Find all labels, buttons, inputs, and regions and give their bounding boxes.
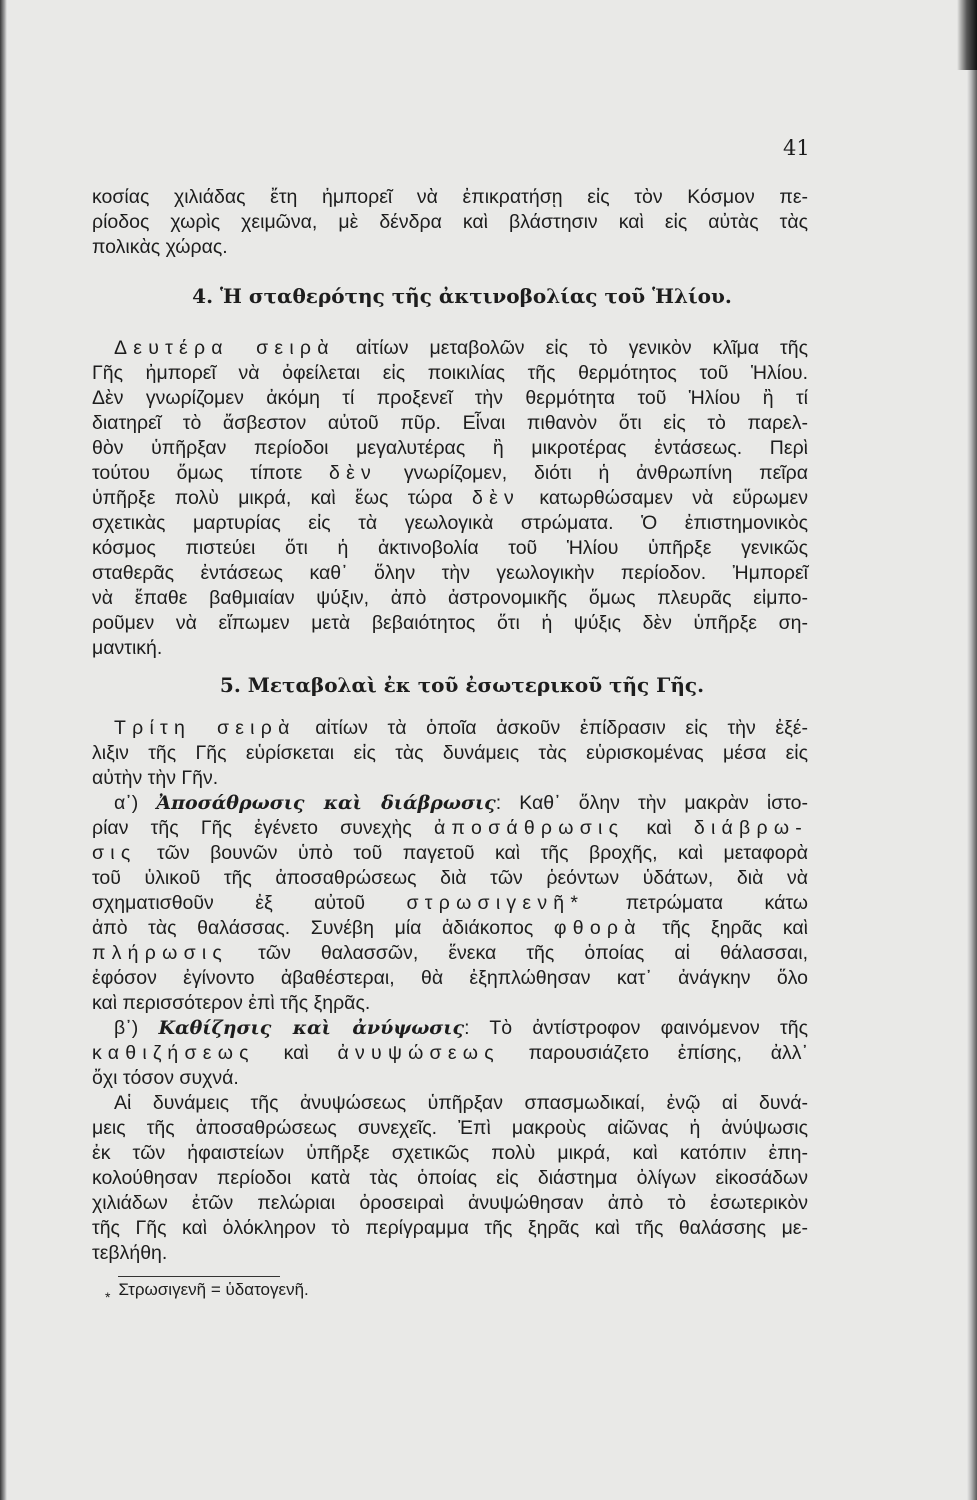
- text-line: [92, 1066, 808, 1091]
- text-line: [92, 791, 808, 816]
- text-segment: Αἱ δυνάμεις τῆς ἀνυψώσεως ὑπῆρξαν σπασμωδικαί, ἐνῷ αἱ δυνά-: [114, 1092, 808, 1114]
- text-segment: 5. Μεταβολαὶ ἐκ τοῦ ἐσωτερικοῦ τῆς Γῆς.: [219, 673, 705, 697]
- text-segment: καὶ: [624, 817, 694, 839]
- text-segment: χιλιάδων ἐτῶν πελώριαι ὀροσειραὶ ἀνυψώθησαν ἀπὸ τὸ ἐσωτερικὸν: [92, 1192, 808, 1214]
- emphasized-text: στρωσιγενῆ*: [406, 892, 585, 914]
- text-segment: ὄχι τόσον συχνά.: [92, 1067, 239, 1089]
- text-segment: ἀπὸ τὰς θαλάσσας. Συνέβη μία ἀδιάκοπος: [92, 917, 554, 939]
- text-segment: : Τὸ ἀντίστροφον φαινόμενον τῆς: [464, 1017, 809, 1039]
- text-line: [92, 1141, 808, 1166]
- text-segment: πετρώματα κάτω: [584, 892, 808, 914]
- text-line: [92, 1041, 808, 1066]
- text-line: [92, 966, 808, 991]
- text-segment: κολούθησαν περίοδοι κατὰ τὰς ὁποίας εἰς διάστημα ὀλίγων εἰκοσάδων: [92, 1167, 808, 1189]
- text-line: [92, 716, 808, 741]
- text-line: [92, 841, 808, 866]
- text-segment: ρίαν τῆς Γῆς ἐγένετο συνεχὴς: [92, 817, 435, 839]
- text-segment: κόσμος πιστεύει ὅτι ἡ ἀκτινοβολία τοῦ Ἡλίου ὑπῆρξε γενικῶς: [92, 537, 808, 559]
- section-heading: [116, 284, 808, 309]
- text-line: [92, 816, 808, 841]
- text-segment: τεβλήθη.: [92, 1242, 168, 1264]
- text-segment: τῆς ξηρᾶς καὶ: [641, 917, 808, 939]
- text-segment: τῶν βουνῶν ὑπὸ τοῦ παγετοῦ καὶ τῆς βροχῆς, καὶ μεταφορὰ: [136, 842, 808, 864]
- body-text: [92, 185, 808, 1266]
- text-line: [92, 586, 808, 611]
- scan-corner-mark: [957, 0, 977, 70]
- text-line: [92, 611, 808, 636]
- text-segment: διατηρεῖ τὸ ἄσβεστον αὐτοῦ πῦρ. Εἶναι πιθανὸν ὅτι εἰς τὸ παρελ-: [92, 412, 808, 434]
- text-segment: καὶ περισσότερον ἐπὶ τῆς ξηρᾶς.: [92, 992, 371, 1014]
- text-segment: α᾽): [114, 792, 157, 814]
- text-line: [92, 486, 808, 511]
- emphasized-text: πλήρωσις: [92, 942, 229, 964]
- text-segment: ρίοδος χωρὶς χειμῶνα, μὲ δένδρα καὶ βλάστησιν καὶ εἰς αὐτὰς τὰς: [92, 211, 808, 233]
- text-segment: αἰτίων μεταβολῶν εἰς τὸ γενικὸν κλῖμα τῆς: [334, 337, 809, 359]
- text-line: [92, 436, 808, 461]
- text-segment: Γῆς ἠμπορεῖ νὰ ὀφείλεται εἰς ποικιλίας τῆς θερμότητος τοῦ Ἡλίου.: [92, 362, 808, 384]
- text-line: [92, 561, 808, 586]
- text-segment: τοῦ ὑλικοῦ τῆς ἀποσαθρώσεως διὰ τῶν ῥεόντων ὑδάτων, διὰ νὰ: [92, 867, 808, 889]
- footnote-marker: *: [105, 1289, 111, 1305]
- text-segment: Δὲν γνωρίζομεν ἀκόμη τί προξενεῖ τὴν θερμότητα τοῦ Ἡλίου ἢ τί: [92, 387, 808, 409]
- text-segment: γνωρίζομεν, διότι ἡ ἀνθρωπίνη πεῖρα: [377, 462, 808, 484]
- text-segment: θὸν ὑπῆρξαν περίοδοι μεγαλυτέρας ἢ μικροτέρας ἐντάσεως. Περὶ: [92, 437, 808, 459]
- footnote: [105, 1280, 309, 1305]
- emphasized-text: καθιζήσεως: [92, 1042, 255, 1064]
- text-segment: καὶ: [254, 1042, 338, 1064]
- scan-left-edge: [0, 0, 7, 1500]
- scan-right-edge: [967, 0, 977, 1500]
- text-line: [92, 511, 808, 536]
- text-line: [92, 1091, 808, 1116]
- text-segment: σχηματισθοῦν ἐξ αὐτοῦ: [92, 892, 407, 914]
- text-segment: πολικὰς χώρας.: [92, 236, 228, 258]
- text-line: [92, 1241, 808, 1266]
- text-segment: τῶν θαλασσῶν, ἕνεκα τῆς ὁποίας αἱ θάλασσαι,: [228, 942, 808, 964]
- text-line: [92, 185, 808, 210]
- text-line: [92, 461, 808, 486]
- text-segment: κοσίας χιλιάδας ἔτη ἠμπορεῖ νὰ ἐπικρατήσῃ εἰς τὸν Κόσμον πε-: [92, 186, 808, 208]
- emphasized-text: δὲν: [472, 487, 521, 509]
- text-segment: αἰτίων τὰ ὁποῖα ἀσκοῦν ἐπίδρασιν εἰς τὴν ἐξέ-: [295, 717, 808, 739]
- text-line: [92, 411, 808, 436]
- text-segment: σταθερᾶς ἐντάσεως καθ᾽ ὅλην τὴν γεωλογικὴν περίοδον. Ἠμπορεῖ: [92, 562, 808, 584]
- text-segment: τῆς Γῆς καὶ ὁλόκληρον τὸ περίγραμμα τῆς ξηρᾶς καὶ τῆς θαλάσσης με-: [92, 1217, 808, 1239]
- text-line: [92, 891, 808, 916]
- text-line: [92, 866, 808, 891]
- text-line: [92, 235, 808, 260]
- text-line: [92, 941, 808, 966]
- text-segment: σχετικὰς μαρτυρίας εἰς τὰ γεωλογικὰ στρώματα. Ὁ ἐπιστημονικὸς: [92, 512, 808, 534]
- text-line: [92, 361, 808, 386]
- page-number: 41: [783, 136, 810, 160]
- text-segment: τούτου ὅμως τίποτε: [92, 462, 330, 484]
- text-line: [92, 210, 808, 235]
- text-line: [92, 336, 808, 361]
- text-segment: παρουσιάζετο ἐπίσης, ἀλλ᾽: [499, 1042, 808, 1064]
- text-line: [92, 386, 808, 411]
- text-segment: ροῦμεν νὰ εἴπωμεν μετὰ βεβαιότητος ὅτι ἡ ψύξις δὲν ὑπῆρξε ση-: [92, 612, 808, 634]
- text-segment: β᾽): [114, 1017, 159, 1039]
- emphasized-text: ἀνυψώσεως: [337, 1042, 500, 1064]
- text-line: [92, 916, 808, 941]
- subheading-term: Καθίζησις καὶ ἀνύψωσις: [158, 1017, 465, 1039]
- text-line: [92, 636, 808, 661]
- text-line: [92, 1191, 808, 1216]
- emphasized-text: σις: [92, 842, 137, 864]
- emphasized-text: Τρίτη σειρὰ: [114, 717, 296, 739]
- text-line: [92, 741, 808, 766]
- text-segment: λιξιν τῆς Γῆς εὑρίσκεται εἰς τὰς δυνάμεις τὰς εὑρισκομένας μέσα εἰς: [92, 742, 808, 764]
- emphasized-text: δὲν: [329, 462, 378, 484]
- text-segment: νὰ ἔπαθε βαθμιαίαν ψύξιν, ἀπὸ ἀστρονομικῆς ὅμως πλευρᾶς εἰμπο-: [92, 587, 808, 609]
- text-segment: αὐτὴν τὴν Γῆν.: [92, 767, 219, 789]
- emphasized-text: Δευτέρα σειρὰ: [114, 337, 335, 359]
- text-line: [92, 1016, 808, 1041]
- text-line: [92, 1166, 808, 1191]
- emphasized-text: διάβρω-: [693, 817, 809, 839]
- text-segment: κατωρθώσαμεν νὰ εὕρωμεν: [520, 487, 808, 509]
- text-line: [92, 1116, 808, 1141]
- text-segment: : Καθ᾽ ὅλην τὴν μακρὰν ἱστο-: [495, 792, 808, 814]
- section-heading: [116, 673, 808, 698]
- text-line: [92, 766, 808, 791]
- text-segment: μεις τῆς ἀποσαθρώσεως συνεχεῖς. Ἐπὶ μακροὺς αἰῶνας ἡ ἀνύψωσις: [92, 1117, 808, 1139]
- text-segment: ἐφόσον ἐγίνοντο ἀβαθέστεραι, θὰ ἐξηπλώθησαν κατ᾽ ἀνάγκην ὅλο: [92, 967, 808, 989]
- text-segment: ἐκ τῶν ἡφαιστείων ὑπῆρξε σχετικῶς πολὺ μικρά, καὶ κατόπιν ἐπη-: [92, 1142, 808, 1164]
- text-segment: ὑπῆρξε πολὺ μικρά, καὶ ἕως τώρα: [92, 487, 473, 509]
- footnote-text: Στρωσιγενῆ = ὑδατογενῆ.: [118, 1280, 309, 1299]
- footnote-rule: [118, 1276, 280, 1277]
- text-line: [92, 991, 808, 1016]
- emphasized-text: φθορὰ: [553, 917, 642, 939]
- emphasized-text: ἀποσάθρωσις: [434, 817, 625, 839]
- text-segment: 4. Ἡ σταθερότης τῆς ἀκτινοβολίας τοῦ Ἡλίου.: [192, 284, 732, 308]
- text-segment: μαντική.: [92, 637, 163, 659]
- subheading-term: Ἀποσάθρωσις καὶ διάβρωσις: [156, 792, 496, 814]
- text-line: [92, 536, 808, 561]
- text-line: [92, 1216, 808, 1241]
